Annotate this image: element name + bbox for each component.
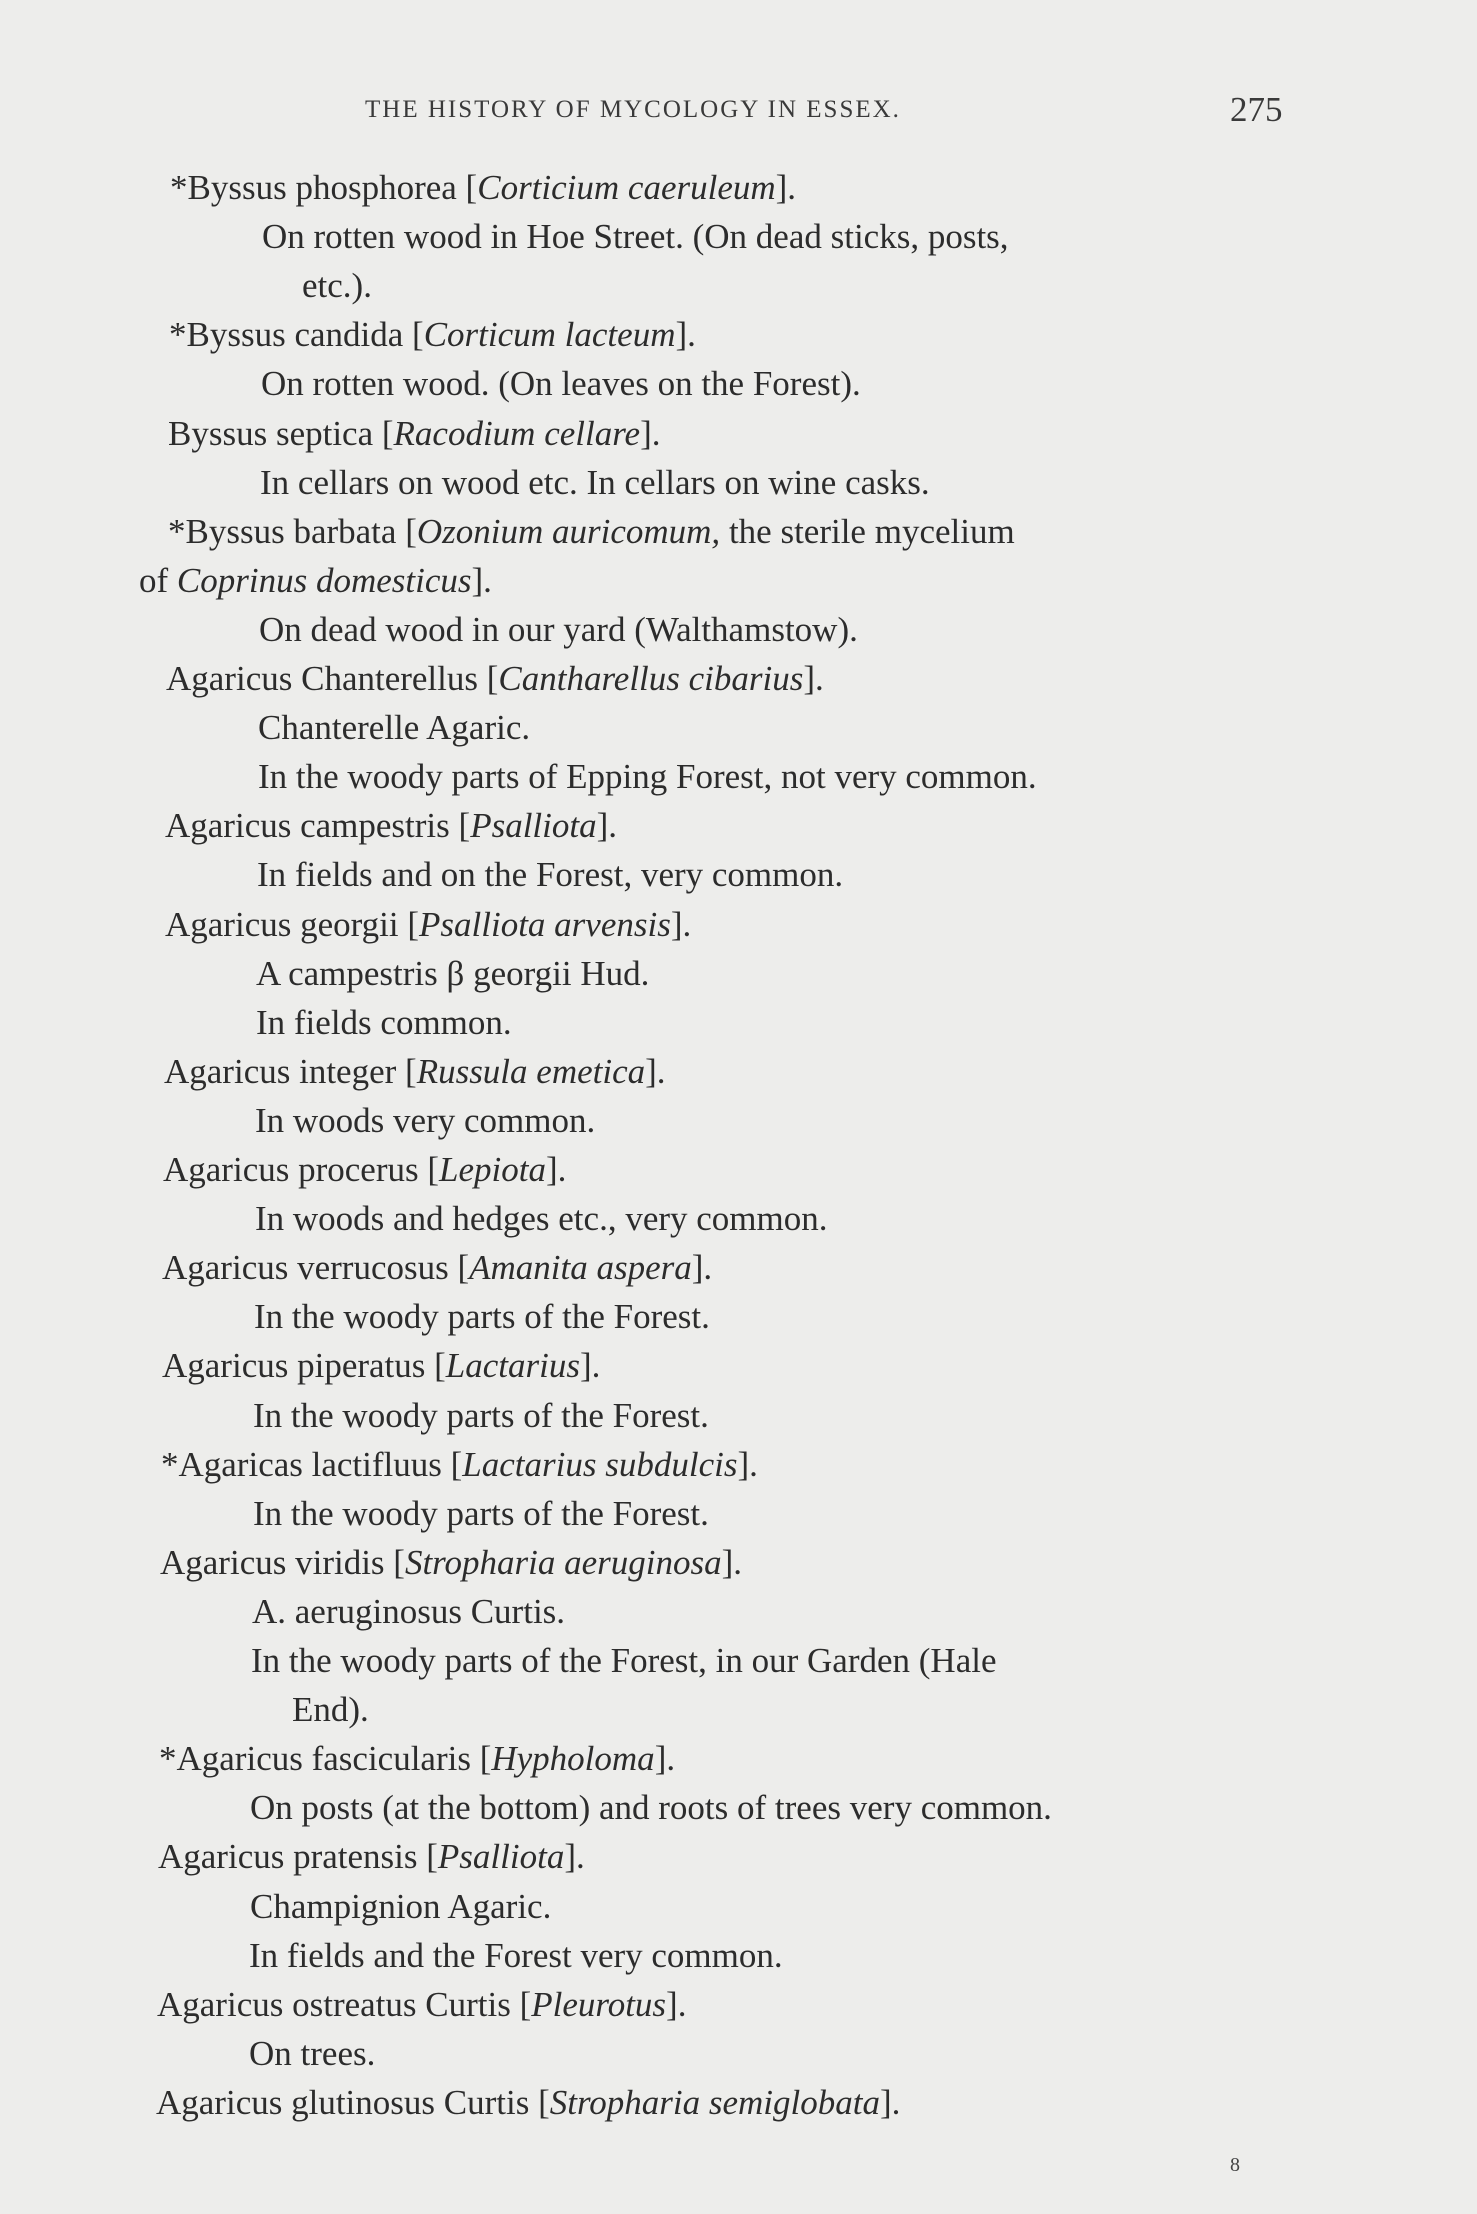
text-line	[162, 1248, 712, 1288]
text-run: Agaricus ostreatus Curtis [	[157, 1984, 532, 2024]
text-run: ].	[645, 1051, 666, 1091]
text-line	[161, 1445, 758, 1485]
text-line	[257, 855, 843, 895]
text-line	[168, 414, 661, 454]
text-line	[292, 1690, 369, 1730]
text-run: ].	[545, 1150, 567, 1189]
text-run: Agaricus verrucosus [	[162, 1248, 470, 1288]
text-line	[262, 217, 1009, 257]
italic-taxon: Stropharia semiglobata	[549, 2082, 880, 2122]
text-run: *Agaricas lactifluus [	[161, 1444, 463, 1484]
italic-taxon: Russula emetica	[416, 1051, 646, 1091]
text-line	[157, 1985, 686, 2025]
text-run: ].	[596, 806, 617, 846]
text-line	[249, 2034, 375, 2074]
text-run: ].	[691, 1248, 713, 1288]
text-run: ].	[666, 1984, 687, 2024]
text-run: Agaricus pratensis [	[158, 1837, 438, 1877]
text-run: On rotten wood in Hoe Street. (On dead sticks, posts,	[262, 217, 1009, 257]
text-line	[156, 2083, 900, 2123]
text-run: A campestris β georgii Hud.	[256, 953, 650, 993]
text-run: the sterile mycelium	[720, 511, 1015, 551]
text-line	[256, 1003, 512, 1043]
text-run: In fields common.	[256, 1002, 512, 1042]
text-run: ].	[640, 413, 661, 453]
text-line	[139, 561, 492, 601]
italic-taxon: Psalliota arvensis	[419, 904, 671, 944]
italic-taxon: Racodium cellare	[393, 413, 641, 453]
text-line	[302, 266, 372, 306]
text-line	[253, 1494, 709, 1534]
text-run: A. aeruginosus Curtis.	[252, 1591, 566, 1631]
text-line	[165, 806, 617, 846]
text-line	[170, 168, 796, 208]
running-title: THE HISTORY OF MYCOLOGY IN ESSEX.	[365, 96, 901, 123]
text-line	[261, 364, 861, 404]
italic-taxon: Psalliota	[470, 806, 597, 846]
text-run: *Byssus candida [	[169, 315, 424, 355]
text-run: On trees.	[249, 2033, 376, 2073]
text-line	[255, 1199, 828, 1239]
text-run: In woods very common.	[255, 1100, 596, 1140]
text-line	[258, 708, 530, 748]
text-run: ].	[803, 659, 824, 698]
text-run: Agaricus Chanterellus [	[166, 659, 499, 698]
text-run: *Byssus phosphorea [	[170, 168, 478, 207]
text-run: ].	[879, 2082, 901, 2122]
italic-taxon: Psalliota	[437, 1837, 565, 1877]
text-line	[252, 1592, 565, 1632]
text-run: In fields and on the Forest, very common.	[257, 855, 844, 895]
text-run: Agaricus viridis [	[160, 1542, 405, 1582]
text-line	[250, 1887, 551, 1927]
text-line	[254, 1297, 710, 1337]
text-line	[163, 1150, 566, 1190]
text-run: In the woody parts of the Forest.	[253, 1493, 709, 1533]
text-run: Agaricus georgii [	[165, 904, 420, 944]
text-run: In the woody parts of the Forest.	[254, 1297, 710, 1337]
text-line	[162, 1346, 600, 1386]
text-run: ].	[471, 560, 492, 600]
text-line	[169, 315, 696, 355]
italic-taxon: Hypholoma	[491, 1739, 655, 1779]
text-line	[256, 954, 649, 994]
text-line	[164, 1052, 666, 1092]
text-run: Chanterelle Agaric.	[258, 708, 531, 748]
italic-taxon: Lepiota	[439, 1150, 546, 1189]
text-run: ].	[675, 315, 696, 355]
text-line	[166, 659, 824, 699]
italic-taxon: Pleurotus	[531, 1984, 667, 2024]
text-run: Byssus septica [	[168, 413, 394, 453]
text-line	[158, 1837, 585, 1877]
text-run: In the woody parts of Epping Forest, not very common.	[258, 757, 1037, 797]
italic-taxon: Cantharellus cibarius	[498, 659, 804, 698]
text-run: *Byssus barbata [	[168, 511, 417, 551]
italic-taxon: Lactarius	[445, 1346, 580, 1386]
text-run: Champignion Agaric.	[250, 1886, 552, 1926]
text-run: *Agaricus fascicularis [	[159, 1739, 492, 1779]
text-run: In cellars on wood etc. In cellars on wine casks.	[260, 462, 930, 502]
text-run: On dead wood in our yard (Walthamstow).	[259, 609, 858, 649]
text-line	[255, 1101, 595, 1141]
text-line	[251, 1641, 997, 1681]
text-line	[249, 1936, 783, 1976]
italic-taxon: Coprinus domesticus	[176, 560, 472, 600]
italic-taxon: Corticum lacteum	[423, 315, 676, 355]
italic-taxon: Ozonium auricomum,	[416, 511, 721, 551]
text-run: ].	[775, 168, 797, 207]
text-run: Agaricus campestris [	[165, 806, 471, 846]
text-run: Agaricus piperatus [	[162, 1346, 446, 1386]
text-run: ].	[564, 1837, 585, 1877]
text-run: Agaricus glutinosus Curtis [	[156, 2082, 550, 2122]
italic-taxon: Stropharia aeruginosa	[404, 1542, 722, 1582]
italic-taxon: Lactarius subdulcis	[462, 1444, 738, 1484]
text-run: On posts (at the bottom) and roots of trees very common.	[250, 1788, 1052, 1828]
text-run: In fields and the Forest very common.	[249, 1935, 783, 1975]
text-run: On rotten wood. (On leaves on the Forest).	[261, 364, 861, 404]
text-run: Agaricus integer [	[164, 1051, 417, 1091]
text-line	[258, 757, 1037, 797]
signature-mark: 8	[1230, 2154, 1240, 2176]
page-number: 275	[1230, 90, 1283, 129]
text-line	[253, 1396, 709, 1436]
text-line	[250, 1788, 1052, 1828]
text-run: of	[139, 560, 177, 600]
text-run: ].	[721, 1542, 742, 1582]
text-line	[159, 1739, 675, 1779]
text-run: In woods and hedges etc., very common.	[255, 1199, 828, 1239]
text-line	[259, 610, 858, 650]
text-run: ].	[737, 1444, 758, 1484]
text-line	[168, 512, 1015, 552]
text-run: Agaricus procerus [	[163, 1150, 440, 1189]
text-line	[260, 463, 930, 503]
text-line	[160, 1543, 742, 1583]
text-run: ].	[654, 1739, 676, 1779]
text-line	[165, 905, 691, 945]
text-run: ].	[580, 1346, 601, 1386]
text-run: etc.).	[302, 266, 372, 306]
italic-taxon: Corticium caeruleum	[477, 168, 776, 207]
text-run: In the woody parts of the Forest, in our Garden (Hale	[251, 1641, 997, 1680]
text-run: ].	[670, 904, 692, 944]
italic-taxon: Amanita aspera	[469, 1248, 692, 1288]
text-run: End).	[292, 1690, 369, 1730]
text-run: In the woody parts of the Forest.	[253, 1395, 709, 1435]
